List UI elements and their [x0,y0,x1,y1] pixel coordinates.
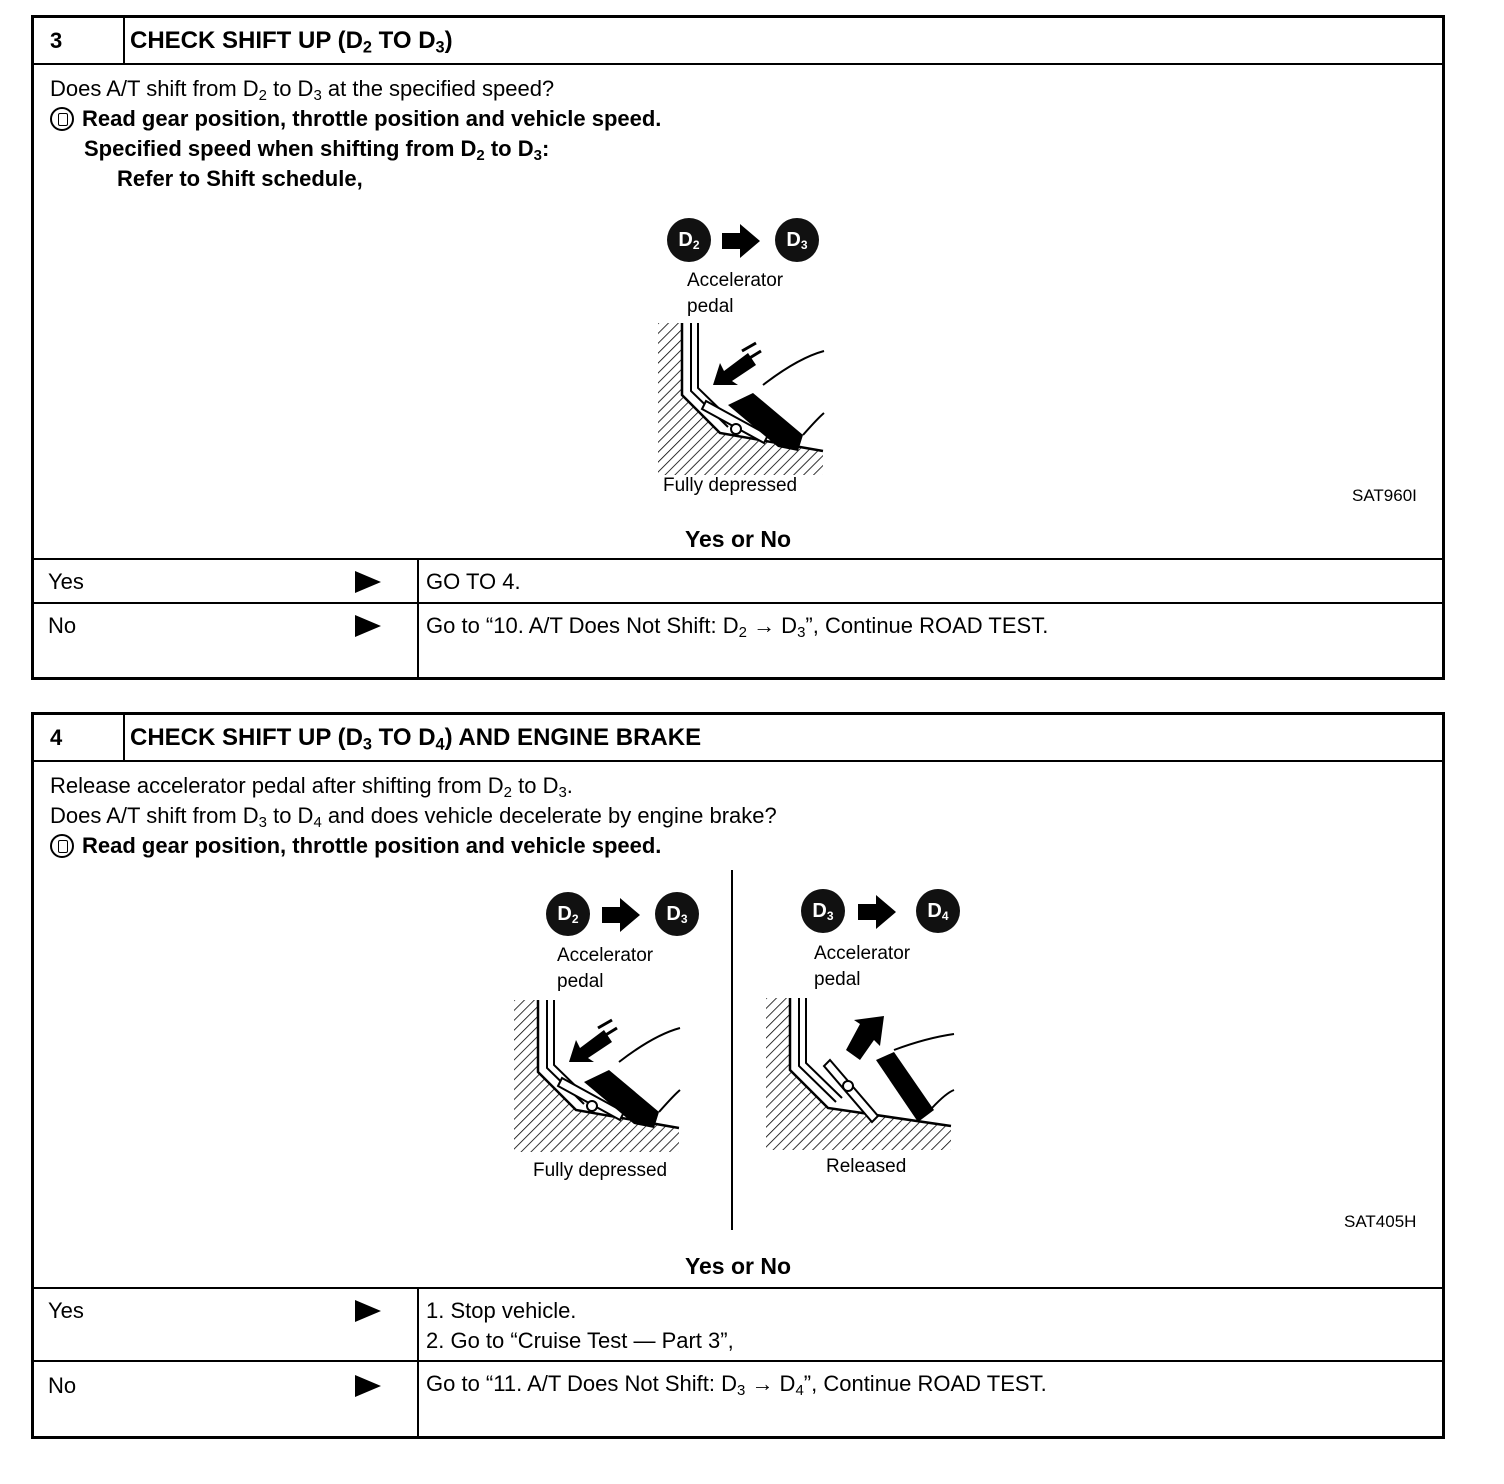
consult-meter-icon [50,834,74,858]
result-row-no [34,1360,1442,1438]
spec-speed-text: Specified speed when shifting from $D_2$ to $D_3$: [84,136,550,165]
pedal-depressed-illustration [514,1000,684,1155]
figure-reference-code: SAT405H [1344,1212,1417,1231]
gear-d2-badge: $D_2$ [546,892,590,936]
figure-reference-code: SAT960I [1352,486,1417,505]
refer-text: Refer to Shift schedule, [117,166,363,191]
step-number: 4 [34,715,125,760]
result-row-yes [34,1287,1442,1361]
gear-d2-badge: $D_2$ [667,218,711,262]
read-instruction: Read gear position, throttle position and vehicle speed. [50,833,661,859]
no-result: Go to “11. A/T Does Not Shift: $D_3 \to D_4$”, Continue ROAD TEST. [426,1371,1047,1400]
gear-d3-badge: $D_3$ [775,218,819,262]
shift-arrow-icon [856,894,898,930]
yes-arrow-icon [355,1300,381,1322]
pedal-released-illustration [766,998,956,1153]
section-4 [31,712,1445,1439]
result-row-yes [34,558,1442,602]
pedal-state-label: Fully depressed [663,475,798,496]
pedal-state-label: Released [826,1156,907,1177]
section-3 [31,15,1445,680]
question-text: Does A/T shift from $D_2$ to $D_3$ at the specified speed? [50,76,555,105]
result-row-no [34,602,1442,679]
step-title: CHECK SHIFT UP ($D_3$ TO $D_4$) AND ENGINE BRAKE [130,724,702,754]
pedal-state-label: Fully depressed [533,1160,668,1181]
yes-arrow-icon [355,571,381,593]
section-4-header [34,715,1442,762]
instruction-text: Release accelerator pedal after shifting from $D_2$ to $D_3$. [50,773,573,802]
yes-step-2: 2. Go to “Cruise Test — Part 3”, [426,1328,734,1353]
no-arrow-icon [355,1375,381,1397]
section-3-header [34,18,1442,65]
read-instruction: Read gear position, throttle position and vehicle speed. [50,106,661,132]
pedal-label-2: pedal [814,969,861,990]
pedal-label-2: pedal [687,296,734,317]
pedal-label-1: Accelerator [557,945,654,966]
yes-label: Yes [48,569,84,594]
no-label: No [48,1373,77,1398]
pedal-label-1: Accelerator [814,943,911,964]
figure-divider [731,870,733,1230]
shift-arrow-icon [720,223,762,259]
pedal-label-2: pedal [557,971,604,992]
step-number: 3 [34,18,125,63]
pedal-label-1: Accelerator [687,270,784,291]
row-divider [417,1289,419,1361]
gear-d4-badge: $D_4$ [916,889,960,933]
row-divider [417,1362,419,1438]
yes-step-1: 1. Stop vehicle. [426,1298,577,1323]
row-divider [417,604,419,679]
no-arrow-icon [355,615,381,637]
no-label: No [48,613,77,638]
yes-label: Yes [48,1298,84,1323]
gear-d3-badge: $D_3$ [655,892,699,936]
no-result: Go to “10. A/T Does Not Shift: $D_2 \to D_3$”, Continue ROAD TEST. [426,613,1049,642]
row-divider [417,560,419,602]
yes-or-no-label: Yes or No [684,526,792,552]
question-text: Does A/T shift from $D_3$ to $D_4$ and does vehicle decelerate by engine brake? [50,803,777,832]
consult-meter-icon [50,107,74,131]
shift-arrow-icon [600,897,642,933]
yes-or-no-label: Yes or No [684,1253,792,1279]
gear-d3-badge: $D_3$ [801,889,845,933]
yes-result: GO TO 4. [426,569,521,594]
pedal-depressed-illustration [658,323,828,478]
step-title: CHECK SHIFT UP ($D_2$ TO $D_3$) [130,27,453,57]
